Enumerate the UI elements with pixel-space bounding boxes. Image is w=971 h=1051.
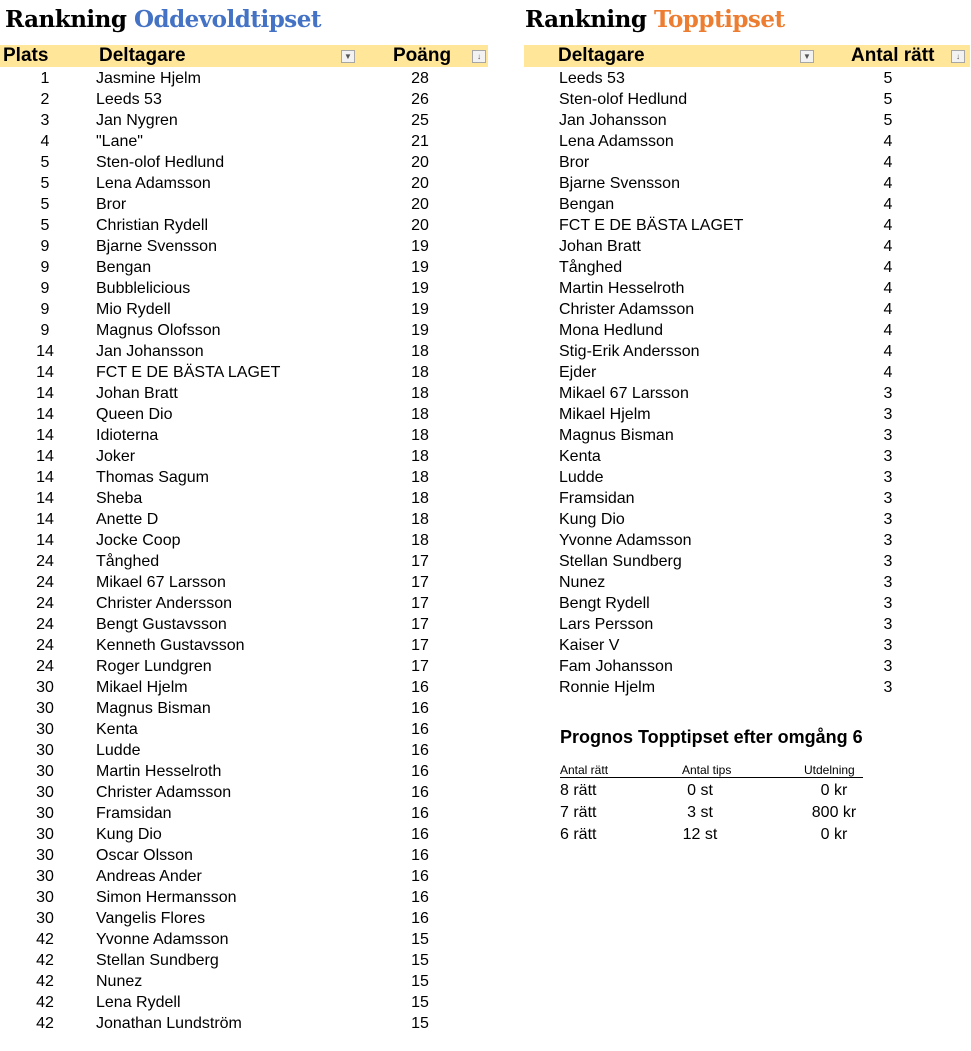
prognos-utdelning-cell: 0 kr — [820, 826, 848, 843]
points-cell: 16 — [411, 805, 429, 822]
participant-name-cell: Kenneth Gustavsson — [96, 637, 245, 654]
rank-cell: 14 — [36, 469, 54, 486]
header-poang: Poäng — [393, 45, 452, 66]
rank-cell: 24 — [36, 616, 54, 633]
participant-name-cell: Mona Hedlund — [559, 322, 664, 339]
rank-cell: 30 — [36, 763, 54, 780]
points-cell: 26 — [411, 91, 429, 108]
table-row — [0, 677, 971, 698]
rank-cell: 9 — [40, 259, 50, 276]
points-cell: 18 — [411, 364, 429, 381]
points-cell: 18 — [411, 469, 429, 486]
points-cell: 18 — [411, 490, 429, 507]
points-cell: 16 — [411, 868, 429, 885]
rank-cell: 42 — [36, 931, 54, 948]
correct-count-cell: 3 — [883, 490, 893, 507]
correct-count-cell: 3 — [883, 385, 893, 402]
participant-name-cell: Tånghed — [96, 553, 160, 570]
prognos-tips-cell: 3 st — [687, 804, 713, 821]
participant-name-cell: Bjarne Svensson — [96, 238, 217, 255]
correct-count-cell: 4 — [883, 280, 893, 297]
points-cell: 20 — [411, 196, 429, 213]
table-row — [0, 866, 488, 887]
participant-name-cell: Bror — [96, 196, 127, 213]
header-deltagare: Deltagare — [558, 45, 645, 66]
correct-count-cell: 4 — [883, 196, 893, 213]
participant-name-cell: Lars Persson — [559, 616, 654, 633]
participant-name-cell: Magnus Olofsson — [96, 322, 221, 339]
points-cell: 21 — [411, 133, 429, 150]
prognos-row — [0, 780, 971, 802]
table-row — [0, 425, 971, 446]
prognos-row — [0, 824, 971, 846]
participant-name-cell: Anette D — [96, 511, 159, 528]
participant-name-cell: Mikael Hjelm — [96, 679, 188, 696]
rank-cell: 3 — [40, 112, 50, 129]
header-antal-ratt: Antal rätt — [851, 45, 935, 66]
correct-count-cell: 4 — [883, 217, 893, 234]
rank-cell: 24 — [36, 553, 54, 570]
participant-name-cell: Bengt Rydell — [559, 595, 650, 612]
prognos-title: Prognos Topptipset efter omgång 6 — [560, 727, 863, 747]
participant-name-cell: Mikael 67 Larsson — [559, 385, 689, 402]
participant-name-cell: Joker — [96, 448, 136, 465]
correct-count-cell: 5 — [883, 112, 893, 129]
correct-count-cell: 3 — [883, 616, 893, 633]
rank-cell: 4 — [40, 133, 50, 150]
rank-cell: 9 — [40, 322, 50, 339]
table-row — [0, 509, 971, 530]
points-cell: 18 — [411, 406, 429, 423]
points-cell: 19 — [411, 238, 429, 255]
rank-cell: 30 — [36, 805, 54, 822]
rank-cell: 14 — [36, 532, 54, 549]
points-cell: 17 — [411, 574, 429, 591]
participant-name-cell: Sten-olof Hedlund — [96, 154, 225, 171]
rank-cell: 14 — [36, 511, 54, 528]
prognos-ratt-cell: 7 rätt — [560, 804, 597, 821]
participant-name-cell: Ejder — [559, 364, 597, 381]
table-row — [0, 131, 971, 152]
table-row — [0, 929, 488, 950]
rank-cell: 30 — [36, 679, 54, 696]
points-cell: 16 — [411, 910, 429, 927]
table-row — [0, 89, 971, 110]
points-cell: 16 — [411, 679, 429, 696]
participant-name-cell: Bengt Gustavsson — [96, 616, 227, 633]
oddevold-title-prefix: Rankning — [5, 6, 127, 33]
points-cell: 20 — [411, 217, 429, 234]
points-cell: 16 — [411, 763, 429, 780]
prognos-utdelning-cell: 0 kr — [820, 782, 848, 799]
participant-name-cell: Bengan — [559, 196, 615, 213]
prognos-header-utdelning: Utdelning — [804, 763, 855, 777]
participant-name-cell: Sten-olof Hedlund — [559, 91, 688, 108]
rank-cell: 30 — [36, 868, 54, 885]
table-row — [0, 488, 971, 509]
prognos-header-antal-ratt: Antal rätt — [560, 763, 609, 777]
rank-cell: 30 — [36, 826, 54, 843]
points-cell: 18 — [411, 343, 429, 360]
prognos-row — [0, 802, 971, 824]
participant-name-cell: Sheba — [96, 490, 143, 507]
table-row — [0, 614, 971, 635]
participant-name-cell: Kaiser V — [559, 637, 620, 654]
participant-name-cell: Bengan — [96, 259, 152, 276]
correct-count-cell: 3 — [883, 469, 893, 486]
rank-cell: 24 — [36, 658, 54, 675]
participant-name-cell: Christer Adamsson — [559, 301, 695, 318]
rank-cell: 24 — [36, 595, 54, 612]
points-cell: 15 — [411, 994, 429, 1011]
correct-count-cell: 5 — [883, 70, 893, 87]
prognos-tips-cell: 0 st — [687, 782, 713, 799]
correct-count-cell: 3 — [883, 511, 893, 528]
sort-descending-icon[interactable]: ↓ — [951, 50, 965, 63]
points-cell: 20 — [411, 175, 429, 192]
participant-name-cell: Bjarne Svensson — [559, 175, 680, 192]
rank-cell: 14 — [36, 406, 54, 423]
participant-name-cell: Framsidan — [96, 805, 172, 822]
table-row — [0, 341, 971, 362]
correct-count-cell: 3 — [883, 574, 893, 591]
correct-count-cell: 3 — [883, 553, 893, 570]
table-row — [0, 971, 488, 992]
rank-cell: 42 — [36, 973, 54, 990]
participant-name-cell: Lena Rydell — [96, 994, 181, 1011]
participant-name-cell: Jan Johansson — [559, 112, 667, 129]
prognos-header-divider — [560, 777, 863, 778]
rank-cell: 1 — [40, 70, 50, 87]
rank-cell: 14 — [36, 427, 54, 444]
rank-cell: 24 — [36, 574, 54, 591]
rank-cell: 30 — [36, 721, 54, 738]
participant-name-cell: Kung Dio — [96, 826, 162, 843]
oddevold-title-accent: Oddevoldtipset — [133, 6, 321, 33]
correct-count-cell: 3 — [883, 679, 893, 696]
participant-name-cell: Jocke Coop — [96, 532, 181, 549]
prognos-tips-cell: 12 st — [682, 826, 718, 843]
points-cell: 18 — [411, 532, 429, 549]
participant-name-cell: Kung Dio — [559, 511, 625, 528]
participant-name-cell: Yvonne Adamsson — [559, 532, 692, 549]
rank-cell: 30 — [36, 742, 54, 759]
table-row — [0, 698, 488, 719]
rank-cell: 5 — [40, 217, 50, 234]
participant-name-cell: FCT E DE BÄSTA LAGET — [559, 217, 744, 234]
participant-name-cell: Thomas Sagum — [96, 469, 209, 486]
rank-cell: 9 — [40, 280, 50, 297]
points-cell: 16 — [411, 889, 429, 906]
participant-name-cell: Johan Bratt — [96, 385, 178, 402]
correct-count-cell: 3 — [883, 406, 893, 423]
rank-cell: 14 — [36, 364, 54, 381]
header-deltagare: Deltagare — [99, 45, 186, 66]
participant-name-cell: Mikael Hjelm — [559, 406, 651, 423]
table-row — [0, 635, 971, 656]
participant-name-cell: Kenta — [96, 721, 138, 738]
table-row — [0, 68, 971, 89]
rank-cell: 42 — [36, 1015, 54, 1032]
rank-cell: 5 — [40, 196, 50, 213]
points-cell: 15 — [411, 973, 429, 990]
table-row — [0, 551, 971, 572]
participant-name-cell: FCT E DE BÄSTA LAGET — [96, 364, 281, 381]
table-row — [0, 383, 971, 404]
table-row — [0, 656, 971, 677]
table-row — [0, 152, 971, 173]
oddevold-table-header — [0, 45, 488, 67]
correct-count-cell: 3 — [883, 595, 893, 612]
correct-count-cell: 3 — [883, 637, 893, 654]
correct-count-cell: 4 — [883, 322, 893, 339]
participant-name-cell: Stig-Erik Andersson — [559, 343, 700, 360]
rank-cell: 2 — [40, 91, 50, 108]
points-cell: 20 — [411, 154, 429, 171]
points-cell: 18 — [411, 511, 429, 528]
rank-cell: 42 — [36, 994, 54, 1011]
participant-name-cell: Yvonne Adamsson — [96, 931, 229, 948]
table-row — [0, 320, 971, 341]
points-cell: 16 — [411, 826, 429, 843]
correct-count-cell: 4 — [883, 154, 893, 171]
participant-name-cell: Magnus Bisman — [559, 427, 674, 444]
participant-name-cell: Magnus Bisman — [96, 700, 211, 717]
participant-name-cell: Vangelis Flores — [96, 910, 206, 927]
participant-name-cell: Nunez — [96, 973, 143, 990]
points-cell: 17 — [411, 553, 429, 570]
rank-cell: 5 — [40, 175, 50, 192]
participant-name-cell: Stellan Sundberg — [559, 553, 682, 570]
rank-cell: 14 — [36, 448, 54, 465]
participant-name-cell: Jonathan Lundström — [96, 1015, 242, 1032]
sort-descending-icon[interactable]: ↓ — [472, 50, 486, 63]
correct-count-cell: 4 — [883, 133, 893, 150]
rank-cell: 42 — [36, 952, 54, 969]
participant-name-cell: Martin Hesselroth — [559, 280, 685, 297]
participant-name-cell: Christian Rydell — [96, 217, 209, 234]
points-cell: 16 — [411, 721, 429, 738]
table-row — [0, 908, 488, 929]
points-cell: 17 — [411, 637, 429, 654]
table-row — [0, 992, 488, 1013]
participant-name-cell: Roger Lundgren — [96, 658, 212, 675]
table-row — [0, 740, 488, 761]
participant-name-cell: "Lane" — [96, 133, 143, 150]
participant-name-cell: Ronnie Hjelm — [559, 679, 656, 696]
participant-name-cell: Simon Hermansson — [96, 889, 237, 906]
table-row — [0, 572, 971, 593]
table-row — [0, 845, 488, 866]
filter-dropdown-icon[interactable]: ▼ — [800, 50, 814, 63]
correct-count-cell: 3 — [883, 658, 893, 675]
points-cell: 19 — [411, 301, 429, 318]
points-cell: 18 — [411, 385, 429, 402]
correct-count-cell: 4 — [883, 364, 893, 381]
participant-name-cell: Johan Bratt — [559, 238, 641, 255]
prognos-ratt-cell: 6 rätt — [560, 826, 597, 843]
participant-name-cell: Leeds 53 — [559, 70, 625, 87]
points-cell: 25 — [411, 112, 429, 129]
rank-cell: 30 — [36, 910, 54, 927]
rank-cell: 5 — [40, 154, 50, 171]
topptipset-title-prefix: Rankning — [525, 6, 647, 33]
table-row — [0, 362, 971, 383]
table-row — [0, 761, 488, 782]
participant-name-cell: Christer Andersson — [96, 595, 233, 612]
points-cell: 16 — [411, 700, 429, 717]
points-cell: 18 — [411, 427, 429, 444]
table-row — [0, 404, 971, 425]
table-row — [0, 719, 488, 740]
participant-name-cell: Lena Adamsson — [96, 175, 211, 192]
prognos-utdelning-cell: 800 kr — [811, 804, 857, 821]
participant-name-cell: Mio Rydell — [96, 301, 171, 318]
participant-name-cell: Lena Adamsson — [559, 133, 674, 150]
points-cell: 18 — [411, 448, 429, 465]
oddevold-title — [5, 6, 321, 33]
table-row — [0, 950, 488, 971]
table-row — [0, 530, 971, 551]
participant-name-cell: Idioterna — [96, 427, 159, 444]
table-row — [0, 467, 971, 488]
table-row — [0, 446, 971, 467]
table-row — [0, 278, 971, 299]
participant-name-cell: Martin Hesselroth — [96, 763, 222, 780]
points-cell: 19 — [411, 259, 429, 276]
participant-name-cell: Nunez — [559, 574, 606, 591]
table-row — [0, 1013, 488, 1034]
participant-name-cell: Tånghed — [559, 259, 623, 276]
table-row — [0, 173, 971, 194]
table-row — [0, 236, 971, 257]
participant-name-cell: Ludde — [559, 469, 604, 486]
correct-count-cell: 4 — [883, 301, 893, 318]
participant-name-cell: Leeds 53 — [96, 91, 162, 108]
table-row — [0, 194, 971, 215]
participant-name-cell: Christer Adamsson — [96, 784, 232, 801]
participant-name-cell: Fam Johansson — [559, 658, 673, 675]
points-cell: 16 — [411, 847, 429, 864]
points-cell: 15 — [411, 1015, 429, 1032]
points-cell: 17 — [411, 658, 429, 675]
points-cell: 16 — [411, 784, 429, 801]
points-cell: 15 — [411, 952, 429, 969]
points-cell: 16 — [411, 742, 429, 759]
rank-cell: 14 — [36, 343, 54, 360]
participant-name-cell: Bubblelicious — [96, 280, 191, 297]
correct-count-cell: 4 — [883, 175, 893, 192]
points-cell: 17 — [411, 616, 429, 633]
prognos-ratt-cell: 8 rätt — [560, 782, 597, 799]
points-cell: 17 — [411, 595, 429, 612]
participant-name-cell: Oscar Olsson — [96, 847, 193, 864]
prognos-header-antal-tips: Antal tips — [682, 763, 732, 777]
points-cell: 19 — [411, 322, 429, 339]
topptipset-table-header — [524, 45, 970, 67]
correct-count-cell: 4 — [883, 343, 893, 360]
participant-name-cell: Stellan Sundberg — [96, 952, 219, 969]
table-row — [0, 593, 971, 614]
participant-name-cell: Bror — [559, 154, 590, 171]
participant-name-cell: Jan Nygren — [96, 112, 178, 129]
participant-name-cell: Kenta — [559, 448, 601, 465]
table-row — [0, 257, 971, 278]
topptipset-title-accent: Topptipset — [653, 6, 785, 33]
table-row — [0, 299, 971, 320]
topptipset-title — [525, 6, 785, 33]
correct-count-cell: 3 — [883, 448, 893, 465]
correct-count-cell: 5 — [883, 91, 893, 108]
filter-dropdown-icon[interactable]: ▼ — [341, 50, 355, 63]
rank-cell: 9 — [40, 301, 50, 318]
rank-cell: 24 — [36, 637, 54, 654]
participant-name-cell: Queen Dio — [96, 406, 173, 423]
correct-count-cell: 3 — [883, 427, 893, 444]
participant-name-cell: Jan Johansson — [96, 343, 204, 360]
table-row — [0, 215, 971, 236]
rank-cell: 9 — [40, 238, 50, 255]
table-row — [0, 110, 971, 131]
rank-cell: 30 — [36, 784, 54, 801]
participant-name-cell: Framsidan — [559, 490, 635, 507]
participant-name-cell: Ludde — [96, 742, 141, 759]
correct-count-cell: 3 — [883, 532, 893, 549]
correct-count-cell: 4 — [883, 238, 893, 255]
participant-name-cell: Jasmine Hjelm — [96, 70, 201, 87]
participant-name-cell: Andreas Ander — [96, 868, 202, 885]
rank-cell: 14 — [36, 490, 54, 507]
points-cell: 19 — [411, 280, 429, 297]
points-cell: 28 — [411, 70, 429, 87]
rank-cell: 30 — [36, 700, 54, 717]
participant-name-cell: Mikael 67 Larsson — [96, 574, 226, 591]
rank-cell: 14 — [36, 385, 54, 402]
correct-count-cell: 4 — [883, 259, 893, 276]
table-row — [0, 887, 488, 908]
rank-cell: 30 — [36, 889, 54, 906]
points-cell: 15 — [411, 931, 429, 948]
header-plats: Plats — [3, 45, 49, 66]
rank-cell: 30 — [36, 847, 54, 864]
